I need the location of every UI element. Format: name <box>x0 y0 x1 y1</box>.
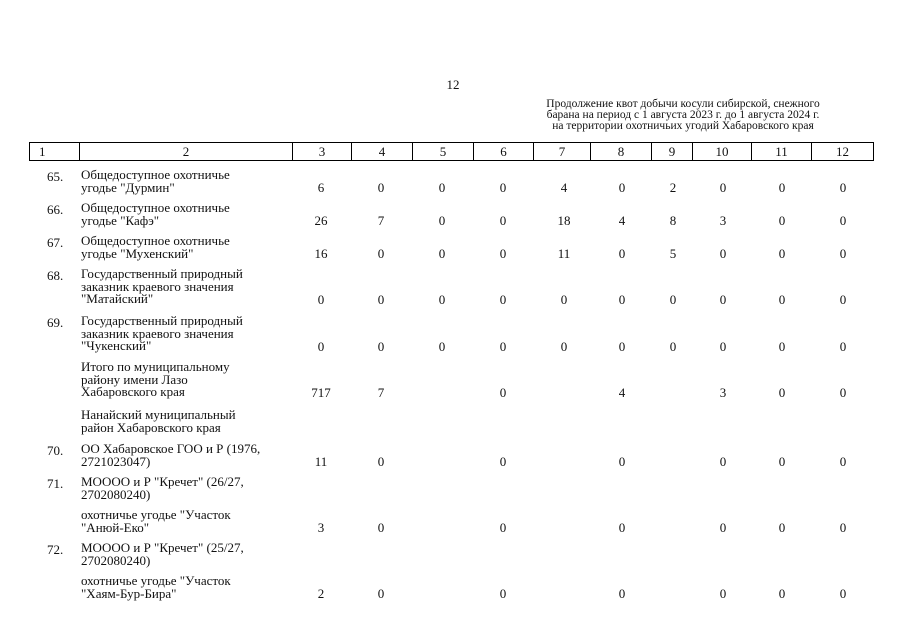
cell-value: 0 <box>669 338 677 354</box>
row-name: Государственный природный заказник краевого значения "Матайский" <box>81 266 243 306</box>
cell-value: 0 <box>618 586 626 601</box>
row-number: 70. <box>47 443 64 458</box>
cell-value: 0 <box>618 180 626 195</box>
cell-value: 18 <box>557 213 571 228</box>
column-header-table <box>29 142 874 161</box>
table-row <box>29 537 873 570</box>
cell-value: 0 <box>618 246 626 261</box>
cell-value: 0 <box>377 291 385 307</box>
table-row <box>29 164 873 197</box>
cell-value: 0 <box>719 291 727 307</box>
cell-value: 0 <box>719 586 727 601</box>
continuation-line-3: на территории охотничьих угодий Хабаровского края <box>552 120 814 132</box>
cell-value: 11 <box>314 454 328 469</box>
cell-value: 0 <box>438 246 446 261</box>
cell-value: 0 <box>778 338 786 354</box>
cell-value: 0 <box>499 180 507 195</box>
table-row <box>29 310 873 356</box>
row-name: охотничье угодье "Участок "Хаям-Бур-Бира" <box>81 573 231 601</box>
cell-value: 0 <box>438 213 446 228</box>
cell-value: 0 <box>377 180 385 195</box>
cell-value: 0 <box>618 291 626 307</box>
cell-value: 4 <box>618 384 626 400</box>
table-row <box>29 356 873 404</box>
cell-value: 0 <box>377 586 385 601</box>
cell-value: 0 <box>839 291 847 307</box>
cell-value: 11 <box>557 246 571 261</box>
cell-value: 0 <box>438 338 446 354</box>
cell-value: 0 <box>719 180 727 195</box>
cell-value: 0 <box>778 586 786 601</box>
cell-value: 0 <box>560 291 568 307</box>
column-header-12: 12 <box>812 143 874 161</box>
column-header-1: 1 <box>30 143 80 161</box>
cell-value: 0 <box>778 291 786 307</box>
table-row <box>29 263 873 310</box>
row-number: 66. <box>47 202 64 217</box>
cell-value: 0 <box>839 338 847 354</box>
cell-value: 0 <box>560 338 568 354</box>
cell-value: 717 <box>311 384 331 400</box>
row-name: Общедоступное охотничье угодье "Дурмин" <box>81 167 230 195</box>
cell-value: 0 <box>778 180 786 195</box>
row-number: 69. <box>47 315 64 330</box>
table-row <box>29 471 873 504</box>
row-number: 68. <box>47 268 64 283</box>
column-header-4: 4 <box>352 143 413 161</box>
cell-value: 0 <box>778 520 786 535</box>
cell-value: 2 <box>669 180 677 195</box>
cell-value: 0 <box>499 520 507 535</box>
row-number: 72. <box>47 542 64 557</box>
cell-value: 4 <box>618 213 626 228</box>
row-name: МОООО и Р "Кречет" (25/27, 2702080240) <box>81 540 244 568</box>
cell-value: 0 <box>499 586 507 601</box>
cell-value: 2 <box>317 586 325 601</box>
row-name: Общедоступное охотничье угодье "Кафэ" <box>81 200 230 228</box>
cell-value: 0 <box>618 338 626 354</box>
cell-value: 0 <box>618 520 626 535</box>
column-header-7: 7 <box>534 143 591 161</box>
cell-value: 0 <box>778 454 786 469</box>
table-row <box>29 504 873 537</box>
cell-value: 3 <box>719 213 727 228</box>
cell-value: 0 <box>839 586 847 601</box>
cell-value: 0 <box>438 291 446 307</box>
cell-value: 0 <box>839 520 847 535</box>
cell-value: 26 <box>314 213 328 228</box>
row-name: Нанайский муниципальный район Хабаровского края <box>81 407 236 435</box>
cell-value: 0 <box>499 213 507 228</box>
cell-value: 0 <box>719 338 727 354</box>
cell-value: 0 <box>499 454 507 469</box>
table-row <box>29 230 873 263</box>
cell-value: 0 <box>669 291 677 307</box>
column-header-5: 5 <box>413 143 474 161</box>
cell-value: 5 <box>669 246 677 261</box>
cell-value: 0 <box>317 291 325 307</box>
table-row <box>29 404 873 438</box>
cell-value: 0 <box>377 520 385 535</box>
row-number: 71. <box>47 476 64 491</box>
column-header-3: 3 <box>293 143 352 161</box>
row-number: 67. <box>47 235 64 250</box>
row-name: охотничье угодье "Участок "Анюй-Еко" <box>81 507 231 535</box>
cell-value: 7 <box>377 384 385 400</box>
column-header-11: 11 <box>752 143 812 161</box>
cell-value: 0 <box>719 454 727 469</box>
table-row <box>29 570 873 610</box>
cell-value: 0 <box>778 246 786 261</box>
column-header-8: 8 <box>591 143 652 161</box>
row-name: ОО Хабаровское ГОО и Р (1976, 2721023047) <box>81 441 261 469</box>
cell-value: 0 <box>317 338 325 354</box>
cell-value: 4 <box>560 180 568 195</box>
cell-value: 0 <box>377 246 385 261</box>
cell-value: 0 <box>377 338 385 354</box>
cell-value: 3 <box>719 384 727 400</box>
continuation-line-1: Продолжение квот добычи косули сибирской, снежного <box>546 98 820 110</box>
cell-value: 0 <box>618 454 626 469</box>
cell-value: 0 <box>377 454 385 469</box>
row-name: МОООО и Р "Кречет" (26/27, 2702080240) <box>81 474 244 502</box>
table-row <box>29 438 873 471</box>
cell-value: 0 <box>719 246 727 261</box>
continuation-line-2: барана на период с 1 августа 2023 г. до 1 августа 2024 г. <box>546 109 820 121</box>
row-number: 65. <box>47 169 64 184</box>
page-number: 12 <box>446 77 460 92</box>
cell-value: 0 <box>499 384 507 400</box>
column-header-9: 9 <box>652 143 693 161</box>
cell-value: 8 <box>669 213 677 228</box>
cell-value: 0 <box>499 246 507 261</box>
cell-value: 7 <box>377 213 385 228</box>
row-name: Итого по муниципальному району имени Лазо Хабаровского края <box>81 359 230 399</box>
cell-value: 0 <box>839 180 847 195</box>
cell-value: 16 <box>314 246 328 261</box>
table-row <box>29 197 873 230</box>
cell-value: 0 <box>839 454 847 469</box>
cell-value: 0 <box>839 246 847 261</box>
column-header-10: 10 <box>693 143 752 161</box>
row-name: Государственный природный заказник краевого значения "Чукенский" <box>81 313 243 353</box>
cell-value: 0 <box>778 213 786 228</box>
cell-value: 0 <box>438 180 446 195</box>
cell-value: 0 <box>778 384 786 400</box>
cell-value: 0 <box>719 520 727 535</box>
cell-value: 3 <box>317 520 325 535</box>
cell-value: 0 <box>499 291 507 307</box>
continuation-heading <box>513 99 853 132</box>
cell-value: 6 <box>317 180 325 195</box>
row-name: Общедоступное охотничье угодье "Мухенский" <box>81 233 230 261</box>
cell-value: 0 <box>839 213 847 228</box>
column-header-2: 2 <box>80 143 293 161</box>
cell-value: 0 <box>499 338 507 354</box>
column-header-6: 6 <box>474 143 534 161</box>
cell-value: 0 <box>839 384 847 400</box>
